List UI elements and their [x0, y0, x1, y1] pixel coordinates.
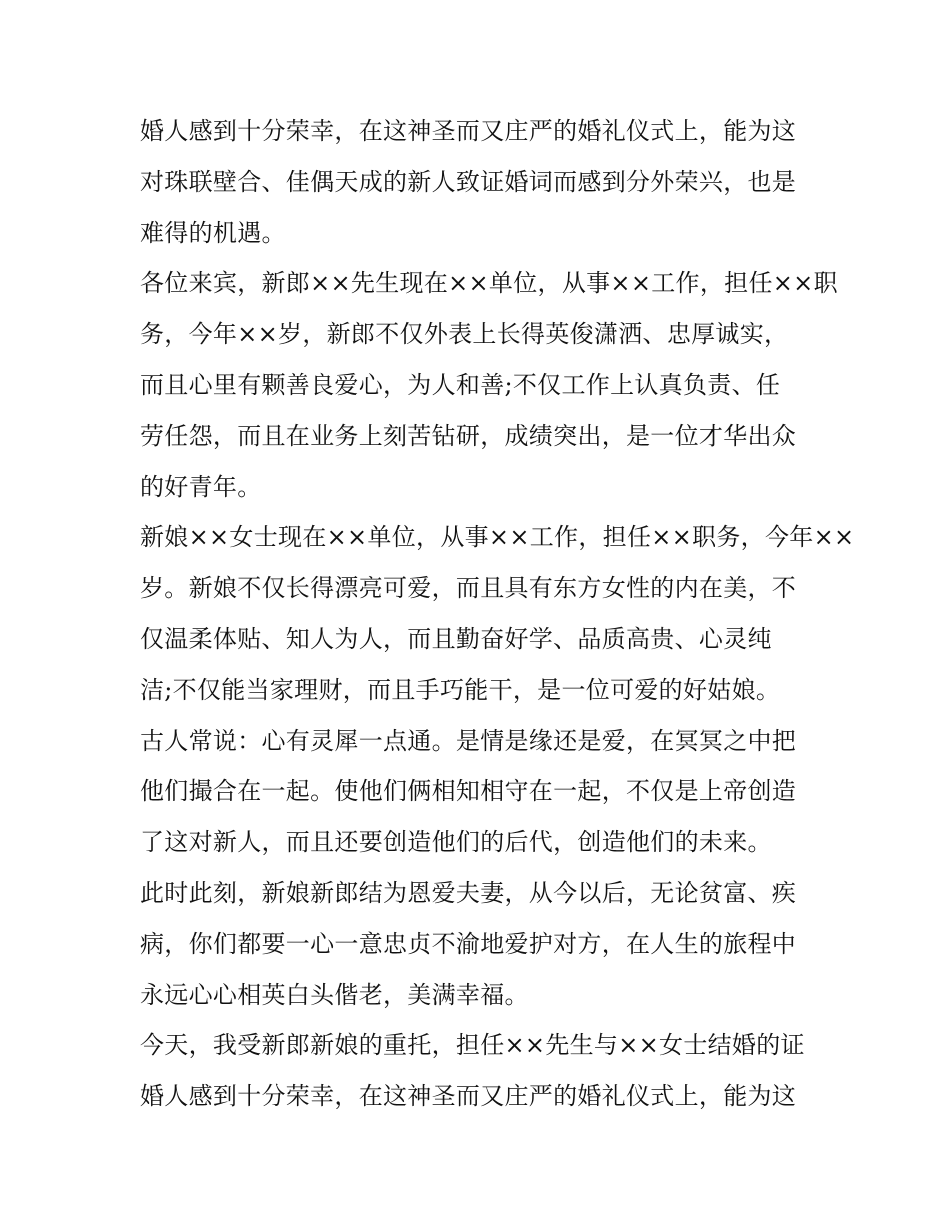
text-line: 婚人感到十分荣幸，在这神圣而又庄严的婚礼仪式上，能为这 — [140, 117, 797, 145]
text-line: 洁;不仅能当家理财，而且手巧能干，是一位可爱的好姑娘。 — [140, 675, 781, 704]
text-line: 的好青年。 — [140, 472, 262, 501]
text-line: 今天，我受新郎新娘的重托，担任××先生与××女士结婚的证 — [140, 1031, 805, 1060]
text-line: 了这对新人，而且还要创造他们的后代，创造他们的未来。 — [140, 828, 772, 857]
text-line: 新娘××女士现在××单位，从事××工作，担任××职务，今年×× — [140, 523, 855, 552]
text-line: 难得的机遇。 — [140, 218, 286, 247]
text-line: 对珠联壁合、佳偶天成的新人致证婚词而感到分外荣兴，也是 — [140, 167, 797, 196]
text-line: 各位来宾，新郎××先生现在××单位，从事××工作，担任××职 — [140, 269, 838, 298]
text-line: 病，你们都要一心一意忠贞不渝地爱护对方，在人生的旅程中 — [140, 929, 797, 958]
text-line: 仅温柔体贴、知人为人，而且勤奋好学、品质高贵、心灵纯 — [140, 624, 772, 653]
text-line: 永远心心相英白头偕老，美满幸福。 — [140, 980, 529, 1009]
text-line: 他们撮合在一起。使他们俩相知相守在一起，不仅是上帝创造 — [140, 777, 797, 806]
text-line: 古人常说：心有灵犀一点通。是情是缘还是爱，在冥冥之中把 — [140, 726, 797, 755]
document-body — [140, 106, 855, 1122]
text-line: 劳任怨，而且在业务上刻苦钻研，成绩突出，是一位才华出众 — [140, 421, 797, 450]
text-line: 婚人感到十分荣幸，在这神圣而又庄严的婚礼仪式上，能为这 — [140, 1082, 797, 1111]
text-line: 而且心里有颗善良爱心，为人和善;不仅工作上认真负责、任 — [140, 370, 781, 399]
text-line: 此时此刻，新娘新郎结为恩爱夫妻，从今以后，无论贫富、疾 — [140, 878, 797, 907]
text-line: 务，今年××岁，新郎不仅外表上长得英俊潇洒、忠厚诚实， — [140, 320, 789, 349]
text-line: 岁。新娘不仅长得漂亮可爱，而且具有东方女性的内在美，不 — [140, 574, 797, 603]
